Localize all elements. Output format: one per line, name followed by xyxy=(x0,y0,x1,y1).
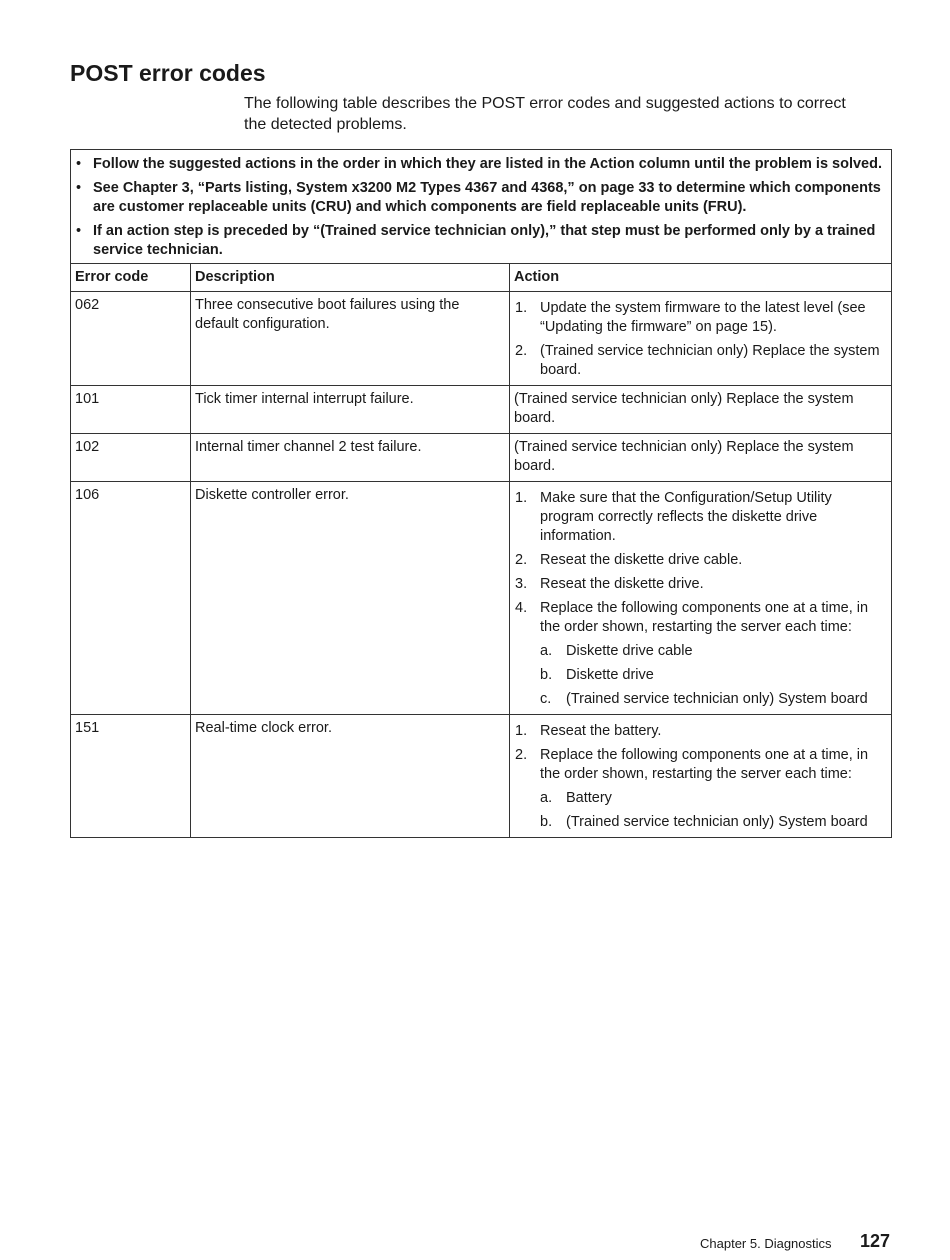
sub-step-text: (Trained service technician only) System board xyxy=(566,691,868,707)
sub-step-text: (Trained service technician only) System board xyxy=(566,814,868,830)
sub-step xyxy=(540,642,887,661)
sub-step-letter: a. xyxy=(540,790,553,806)
description-cell: Internal timer channel 2 test failure. xyxy=(191,434,510,482)
table-row xyxy=(71,292,892,386)
sub-step xyxy=(540,666,887,685)
sub-step-letter: b. xyxy=(540,667,553,683)
note-item: • Follow the suggested actions in the order in which they are listed in the Action column until the problem is solved. xyxy=(75,155,885,174)
intro-paragraph: The following table describes the POST error codes and suggested actions to correct the detected problems. xyxy=(244,95,846,133)
step-text: Update the system firmware to the latest level (see “Updating the firmware” on page 15). xyxy=(540,300,866,335)
action-list xyxy=(514,299,887,380)
step-number: 3. xyxy=(515,576,528,592)
action-step xyxy=(514,299,887,337)
step-number: 2. xyxy=(515,552,528,568)
notes-row xyxy=(71,150,892,264)
action-step xyxy=(514,746,887,832)
table-row xyxy=(71,715,892,838)
header-action: Action xyxy=(510,264,892,292)
action-list xyxy=(514,722,887,832)
error-code-cell: 151 xyxy=(71,715,191,838)
sub-step xyxy=(540,690,887,709)
page-title: POST error codes xyxy=(70,60,266,86)
step-number: 1. xyxy=(515,723,528,739)
sub-step xyxy=(540,789,887,808)
step-text: Reseat the diskette drive cable. xyxy=(540,552,743,568)
table-row xyxy=(71,386,892,434)
step-number: 1. xyxy=(515,490,528,506)
note-item: • If an action step is preceded by “(Trained service technician only),” that step must be performed only by a trained service technician. xyxy=(75,222,885,260)
step-text: Replace the following components one at a time, in the order shown, restarting the server each time: xyxy=(540,600,869,635)
error-code-cell: 062 xyxy=(71,292,191,386)
action-step xyxy=(514,342,887,380)
step-text: Make sure that the Configuration/Setup Utility program correctly reflects the diskette drive information. xyxy=(540,490,832,544)
error-code-cell: 101 xyxy=(71,386,191,434)
step-text: Reseat the diskette drive. xyxy=(540,576,704,592)
sub-step-letter: a. xyxy=(540,643,553,659)
note-item: • See Chapter 3, “Parts listing, System x3200 M2 Types 4367 and 4368,” on page 33 to determine which components are customer replaceable units (CRU) and which components are field replaceable units (FRU). xyxy=(75,179,885,217)
table-row xyxy=(71,434,892,482)
header-error-code: Error code xyxy=(71,264,191,292)
notes-cell xyxy=(71,150,892,264)
step-text: Replace the following components one at a time, in the order shown, restarting the server each time: xyxy=(540,747,869,782)
action-step xyxy=(514,575,887,594)
error-code-cell: 102 xyxy=(71,434,191,482)
description-cell: Diskette controller error. xyxy=(191,482,510,715)
sub-step xyxy=(540,813,887,832)
description-cell: Tick timer internal interrupt failure. xyxy=(191,386,510,434)
action-cell xyxy=(510,292,892,386)
action-step xyxy=(514,599,887,709)
sub-step-letter: c. xyxy=(540,691,552,707)
header-description: Description xyxy=(191,264,510,292)
sub-step-text: Diskette drive xyxy=(566,667,654,683)
header-row xyxy=(71,264,892,292)
post-error-table xyxy=(70,149,892,838)
notes-list xyxy=(75,155,885,260)
sub-step-text: Diskette drive cable xyxy=(566,643,693,659)
step-number: 4. xyxy=(515,600,528,616)
action-step xyxy=(514,489,887,546)
action-cell: (Trained service technician only) Replace the system board. xyxy=(510,434,892,482)
sub-step-text: Battery xyxy=(566,790,612,806)
table-row xyxy=(71,482,892,715)
action-step xyxy=(514,722,887,741)
description-cell: Three consecutive boot failures using the default configuration. xyxy=(191,292,510,386)
sub-step-list xyxy=(540,789,887,832)
sub-step-list xyxy=(540,642,887,709)
action-step xyxy=(514,551,887,570)
action-cell xyxy=(510,482,892,715)
step-number: 2. xyxy=(515,343,528,359)
description-cell: Real-time clock error. xyxy=(191,715,510,838)
error-code-cell: 106 xyxy=(71,482,191,715)
step-text: (Trained service technician only) Replace the system board. xyxy=(540,343,880,378)
action-cell xyxy=(510,715,892,838)
page-number: 127 xyxy=(860,1231,891,1251)
action-list xyxy=(514,489,887,709)
sub-step-letter: b. xyxy=(540,814,553,830)
footer-chapter: Chapter 5. Diagnostics xyxy=(700,1236,832,1251)
action-cell: (Trained service technician only) Replace the system board. xyxy=(510,386,892,434)
step-number: 1. xyxy=(515,300,528,316)
step-number: 2. xyxy=(515,747,528,763)
step-text: Reseat the battery. xyxy=(540,723,662,739)
